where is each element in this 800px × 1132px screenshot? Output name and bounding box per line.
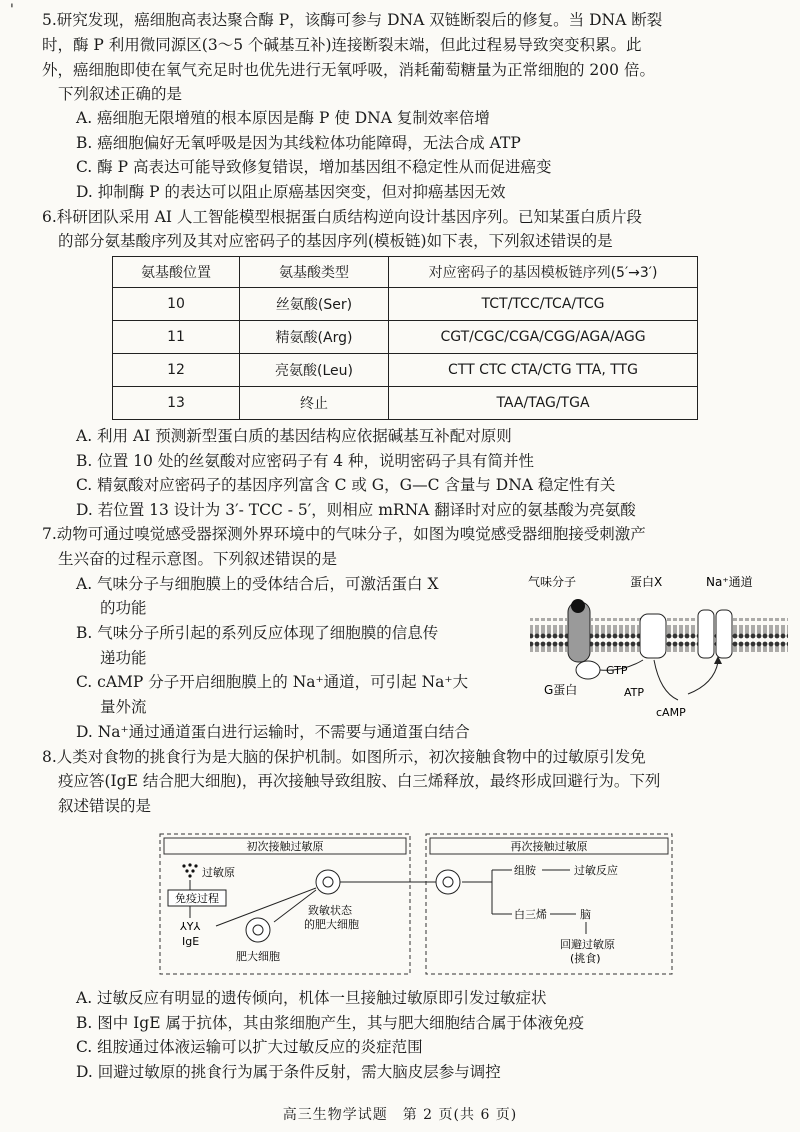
q7-stem-line: 7.动物可通过嗅觉感受器探测外界环境中的气味分子，如图为嗅觉感受器细胞接受刺激产 <box>42 525 646 543</box>
table-cell: 12 <box>113 354 240 387</box>
table-row <box>113 354 698 387</box>
q5-stem-line: 时，酶 P 利用微同源区(3～5 个碱基互补)连接断裂末端，但此过程易导致突变积累。此 <box>42 36 642 54</box>
q7-option-c-cont[interactable]: 量外流 <box>100 698 147 716</box>
q8-option-a[interactable]: A. 过敏反应有明显的遗传倾向，机体一旦接触过敏原即引发过敏症状 <box>76 989 547 1007</box>
histamine-label: 组胺 <box>514 864 536 877</box>
g-protein-label: G蛋白 <box>544 683 578 697</box>
odor-molecule-label: 气味分子 <box>528 575 577 589</box>
atp-label: ATP <box>624 686 645 699</box>
codon-table <box>112 256 698 420</box>
table-row <box>113 288 698 321</box>
y-shape-icon: ⅄Y⅄ <box>180 920 201 933</box>
arrow-line <box>216 888 316 926</box>
q5-option-a[interactable]: A. 癌细胞无限增殖的根本原因是酶 P 使 DNA 复制效率倍增 <box>76 109 490 127</box>
na-channel-right-shape <box>716 610 732 658</box>
avoid-label-1: 回避过敏原 <box>560 938 615 951</box>
table-header-cell: 对应密码子的基因模板链序列(5′→3′) <box>389 257 698 288</box>
q8-stem-line: 疫应答(IgE 结合肥大细胞)，再次接触导致组胺、白三烯释放，最终形成回避行为。下列 <box>58 772 661 790</box>
table-header-cell: 氨基酸位置 <box>113 257 240 288</box>
odor-molecule-shape <box>571 599 585 613</box>
q6-option-d[interactable]: D. 若位置 13 设计为 3′- TCC - 5′，则相应 mRNA 翻译时对应的氨基酸为亮氨酸 <box>76 501 636 519</box>
table-cell: 11 <box>113 321 240 354</box>
g-protein-shape <box>576 661 600 679</box>
na-channel-left-shape <box>698 610 714 658</box>
table-cell: CTT CTC CTA/CTG TTA, TTG <box>389 354 698 387</box>
table-cell: 13 <box>113 387 240 420</box>
camp-label: cAMP <box>656 706 686 719</box>
q7-option-c[interactable]: C. cAMP 分子开启细胞膜上的 Na⁺通道，可引起 Na⁺大 <box>76 673 469 691</box>
atp-arrow-shape <box>654 660 678 700</box>
q6-option-c[interactable]: C. 精氨酸对应密码子的基因序列富含 C 或 G，G—C 含量与 DNA 稳定性有关 <box>76 476 616 494</box>
table-cell: 丝氨酸(Ser) <box>240 288 389 321</box>
ige-label: IgE <box>182 935 200 948</box>
table-cell: CGT/CGC/CGA/CGG/AGA/AGG <box>389 321 698 354</box>
q8-option-c[interactable]: C. 组胺通过体液运输可以扩大过敏反应的炎症范围 <box>76 1038 423 1056</box>
avoid-label-2: (挑食) <box>570 952 601 965</box>
q8-option-d[interactable]: D. 回避过敏原的挑食行为属于条件反射，需大脑皮层参与调控 <box>76 1063 501 1081</box>
allergen-label: 过敏原 <box>202 866 235 879</box>
mast-cell-nucleus-shape <box>253 925 263 935</box>
brain-label: 脑 <box>580 908 591 921</box>
q7-option-b-cont[interactable]: 递功能 <box>100 649 147 667</box>
q8-option-b[interactable]: B. 图中 IgE 属于抗体，其由浆细胞产生，其与肥大细胞结合属于体液免疫 <box>76 1014 584 1032</box>
table-header-row <box>113 257 698 288</box>
second-contact-title: 再次接触过敏原 <box>510 840 588 853</box>
reexposed-nucleus-shape <box>443 877 453 887</box>
table-cell: 终止 <box>240 387 389 420</box>
gtp-label: GTP <box>606 664 628 677</box>
table-cell: 10 <box>113 288 240 321</box>
q6-stem-line: 6.科研团队采用 AI 人工智能模型根据蛋白质结构逆向设计基因序列。已知某蛋白质片段 <box>42 208 642 226</box>
allergic-reaction-label: 过敏反应 <box>574 864 618 877</box>
first-contact-title: 初次接触过敏原 <box>246 840 324 853</box>
q8-stem-line: 8.人类对食物的挑食行为是大脑的保护机制。如图所示，初次接触食物中的过敏原引发免 <box>42 748 646 766</box>
protein-x-shape <box>640 614 666 658</box>
q5-stem-line: 5.研究发现，癌细胞高表达聚合酶 P，该酶可参与 DNA 双链断裂后的修复。当 DNA 断裂 <box>42 11 663 29</box>
table-cell: 亮氨酸(Leu) <box>240 354 389 387</box>
camp-arrow-shape <box>688 662 718 694</box>
second-contact-box <box>426 834 672 974</box>
q7-option-d[interactable]: D. Na⁺通过通道蛋白进行运输时，不需要与通道蛋白结合 <box>76 723 470 741</box>
q5-stem-line: 外，癌细胞即使在氧气充足时也优先进行无氧呼吸，消耗葡萄糖量为正常细胞的 200 倍。 <box>42 61 655 79</box>
q7-option-b[interactable]: B. 气味分子所引起的系列反应体现了细胞膜的信息传 <box>76 624 439 642</box>
q6-option-a[interactable]: A. 利用 AI 预测新型蛋白质的基因结构应依据碱基互补配对原则 <box>76 427 512 445</box>
q6-option-b[interactable]: B. 位置 10 处的丝氨酸对应密码子有 4 种，说明密码子具有简并性 <box>76 452 535 470</box>
leukotriene-label: 白三烯 <box>514 908 547 921</box>
q7-option-a[interactable]: A. 气味分子与细胞膜上的受体结合后，可激活蛋白 X <box>76 575 439 593</box>
q8-stem-line: 叙述错误的是 <box>58 797 152 815</box>
q7-stem-line: 生兴奋的过程示意图。下列叙述错误的是 <box>58 550 338 568</box>
q7-option-a-cont[interactable]: 的功能 <box>100 599 147 617</box>
corner-mark: ' <box>10 2 14 18</box>
allergen-dots <box>182 863 197 877</box>
table-row <box>113 321 698 354</box>
protein-x-label: 蛋白X <box>630 575 663 589</box>
table-row <box>113 387 698 420</box>
table-cell: TCT/TCC/TCA/TCG <box>389 288 698 321</box>
allergy-diagram <box>156 830 676 980</box>
table-cell: TAA/TAG/TGA <box>389 387 698 420</box>
mast-cell-label: 肥大细胞 <box>236 950 280 963</box>
na-channel-label: Na⁺通道 <box>706 575 753 589</box>
olfactory-membrane-diagram <box>528 572 790 722</box>
q6-stem-line: 的部分氨基酸序列及其对应密码子的基因序列(模板链)如下表，下列叙述错误的是 <box>58 232 613 250</box>
sensitized-label-2: 的肥大细胞 <box>304 918 359 931</box>
q5-option-c[interactable]: C. 酶 P 高表达可能导致修复错误，增加基因组不稳定性从而促进癌变 <box>76 158 552 176</box>
q5-option-b[interactable]: B. 癌细胞偏好无氧呼吸是因为其线粒体功能障碍，无法合成 ATP <box>76 134 521 152</box>
sensitized-nucleus-shape <box>323 877 333 887</box>
immune-process-label: 免疫过程 <box>175 892 219 905</box>
q5-option-d[interactable]: D. 抑制酶 P 的表达可以阻止原癌基因突变，但对抑癌基因无效 <box>76 183 506 201</box>
q5-stem-line: 下列叙述正确的是 <box>58 85 183 103</box>
table-cell: 精氨酸(Arg) <box>240 321 389 354</box>
sensitized-label-1: 致敏状态 <box>308 904 352 917</box>
table-header-cell: 氨基酸类型 <box>240 257 389 288</box>
page-footer: 高三生物学试题 第 2 页(共 6 页) <box>282 1107 518 1123</box>
